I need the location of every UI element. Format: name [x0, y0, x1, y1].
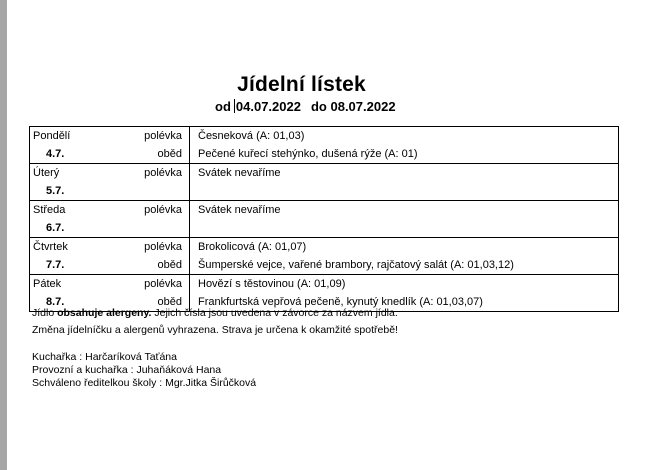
- soup-dish: Hovězí s těstovinou (A: 01,09): [190, 275, 619, 294]
- day-date: 7.7.: [30, 256, 111, 275]
- day-date: 6.7.: [30, 219, 111, 238]
- date-from-label: od: [215, 99, 231, 114]
- main-label: oběd: [110, 256, 190, 275]
- soup-label: polévka: [110, 275, 190, 294]
- day-name: Středa: [30, 201, 111, 220]
- menu-row-soup: [30, 201, 619, 220]
- soup-label: polévka: [110, 127, 190, 146]
- date-from: 04.07.2022: [235, 99, 301, 114]
- soup-label: polévka: [110, 238, 190, 257]
- menu-row-soup: [30, 238, 619, 257]
- allergen-note-rest: Jejich čísla jsou uvedena v závorce za názvem jídla.: [151, 307, 398, 319]
- day-name: Čtvrtek: [30, 238, 111, 257]
- date-to-label: do: [310, 99, 327, 114]
- date-range: [215, 99, 396, 114]
- day-name: Pátek: [30, 275, 111, 294]
- main-dish: [190, 182, 619, 201]
- day-date: 8.7.: [30, 293, 111, 312]
- main-label: [110, 219, 190, 238]
- soup-dish: Brokolicová (A: 01,07): [190, 238, 619, 257]
- main-label: oběd: [110, 145, 190, 164]
- main-dish: [190, 219, 619, 238]
- allergen-note-prefix: Jídlo: [32, 307, 58, 319]
- menu-row-main: [30, 219, 619, 238]
- day-date: 4.7.: [30, 145, 111, 164]
- soup-dish: Svátek nevaříme: [190, 201, 619, 220]
- staff-approval: Schváleno ředitelkou školy : Mgr.Jitka Širůčková: [32, 377, 257, 389]
- soup-dish: Svátek nevaříme: [190, 164, 619, 183]
- day-name: Úterý: [30, 164, 111, 183]
- window-left-edge: [0, 0, 7, 470]
- menu-row-main: [30, 256, 619, 275]
- changes-note: Změna jídelníčku a alergenů vyhrazena. Strava je určena k okamžité spotřebě!: [32, 324, 398, 336]
- day-date: 5.7.: [30, 182, 111, 201]
- page-title: Jídelní lístek: [237, 73, 366, 96]
- day-name: Pondělí: [30, 127, 111, 146]
- soup-label: polévka: [110, 201, 190, 220]
- allergen-note-bold: obsahuje alergeny.: [57, 307, 152, 319]
- staff-operations: Provozní a kuchařka : Juhaňáková Hana: [32, 364, 222, 376]
- menu-row-soup: [30, 127, 619, 146]
- allergen-note: [32, 307, 398, 319]
- main-dish: Frankfurtská vepřová pečeně, kynutý knedlík (A: 01,03,07): [190, 293, 619, 312]
- menu-row-soup: [30, 275, 619, 294]
- main-dish: Pečené kuřecí stehýnko, dušená rýže (A: 01): [190, 145, 619, 164]
- soup-dish: Česneková (A: 01,03): [190, 127, 619, 146]
- text-cursor: [234, 99, 235, 113]
- main-label: oběd: [110, 293, 190, 312]
- menu-table: [29, 126, 619, 312]
- main-label: [110, 182, 190, 201]
- date-to: 08.07.2022: [330, 99, 396, 114]
- menu-row-main: [30, 182, 619, 201]
- main-dish: Šumperské vejce, vařené brambory, rajčatový salát (A: 01,03,12): [190, 256, 619, 275]
- staff-cook: Kuchařka : Harčaríková Taťána: [32, 351, 177, 363]
- soup-label: polévka: [110, 164, 190, 183]
- menu-row-soup: [30, 164, 619, 183]
- menu-row-main: [30, 145, 619, 164]
